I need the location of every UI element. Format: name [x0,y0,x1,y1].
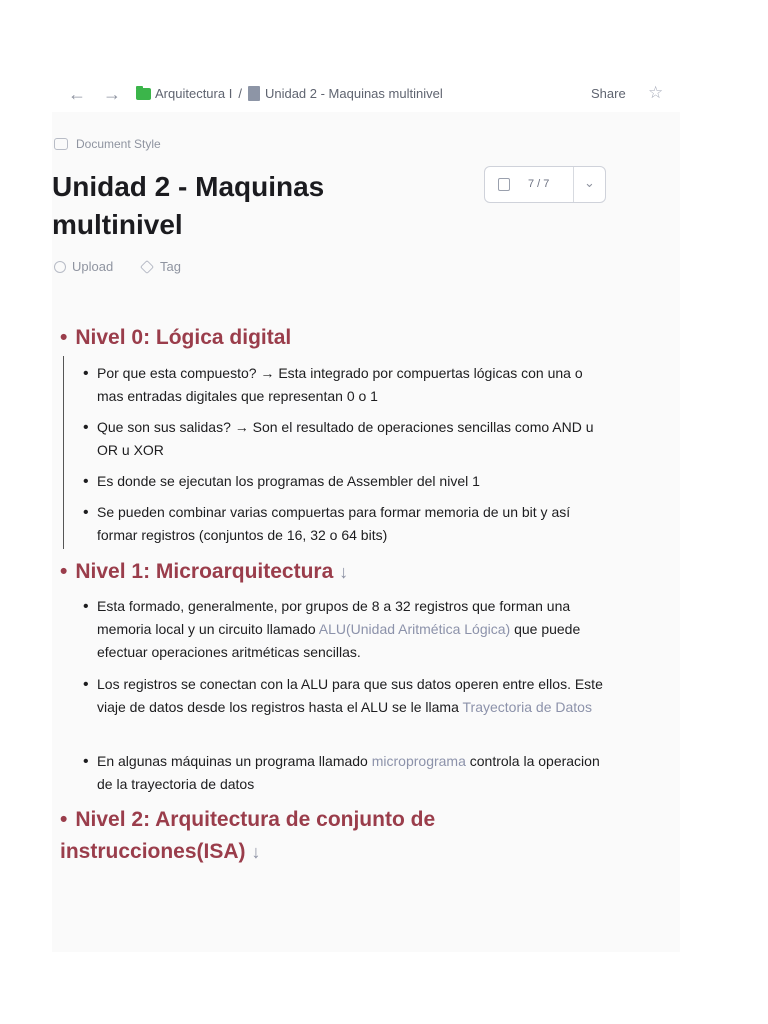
section-heading-nivel-1[interactable]: • Nivel 1: Microarquitectura ↓ [60,560,349,583]
page-title[interactable]: Unidad 2 - Maquinas multinivel [52,171,325,240]
breadcrumb-document[interactable]: Unidad 2 - Maquinas multinivel [264,86,443,101]
forward-arrow-icon[interactable]: → [103,84,121,104]
tag-button[interactable] [142,259,181,274]
page-counter[interactable] [484,166,606,203]
alu-link[interactable]: ALU(Unidad Aritmética Lógica) [318,621,511,637]
document-style-button[interactable] [54,137,161,151]
upload-label: Upload [72,259,114,274]
list-item: • Por que esta compuesto? → Esta integrado por compuertas lógicas con una o mas entradas digitales que representan 0 o 1 [83,362,608,408]
folder-icon [136,88,151,100]
microprograma-link[interactable]: microprograma [371,753,466,769]
document-style-label: Document Style [76,137,161,151]
section-heading-nivel-0[interactable]: • Nivel 0: Lógica digital [60,326,292,349]
breadcrumb-folder[interactable]: Arquitectura I [155,86,233,101]
list-item: • Esta formado, generalmente, por grupos de 8 a 32 registros que forman una memoria local y un circuito llamado ALU(Unidad Aritmética Lógica) que puede efectuar operaciones aritméticas sencillas. [83,595,608,664]
trayectoria-link[interactable]: Trayectoria de Datos [462,699,592,715]
tag-label: Tag [160,259,181,274]
tag-icon [140,259,154,273]
arrow-down-icon[interactable]: ↓ [339,562,349,582]
list-item: • En algunas máquinas un programa llamado microprograma controla la operacion de la trayectoria de datos [83,750,608,796]
section-heading-nivel-2[interactable]: • Nivel 2: Arquitectura de conjunto de instrucciones(ISA) ↓ [60,808,436,863]
list-item: • Es donde se ejecutan los programas de Assembler del nivel 1 [83,470,608,493]
copy-icon [498,178,510,191]
star-icon[interactable]: ☆ [648,83,664,102]
list-item: • Que son sus salidas? → Son el resultado de operaciones sencillas como AND u OR u XOR [83,416,608,462]
document-icon [248,86,260,101]
upload-icon [54,261,66,273]
list-item: • Se pueden combinar varias compuertas para formar memoria de un bit y así formar registros (conjuntos de 16, 32 o 64 bits) [83,501,608,547]
arrow-down-icon[interactable]: ↓ [251,842,261,862]
list-item: • Los registros se conectan con la ALU para que sus datos operen entre ellos. Este viaje de datos desde los registros hasta el ALU se le llama Trayectoria de Datos [83,673,608,719]
upload-button[interactable] [54,259,113,274]
page-counter-text: 7 / 7 [528,178,550,190]
style-icon [54,138,68,150]
back-arrow-icon[interactable]: ← [68,84,86,104]
section-rule [63,356,64,549]
chevron-down-icon[interactable]: ⌄ [584,175,595,190]
breadcrumb [136,86,443,101]
share-button[interactable]: Share [591,86,626,101]
breadcrumb-separator: / [238,86,242,101]
top-bar [0,80,768,108]
